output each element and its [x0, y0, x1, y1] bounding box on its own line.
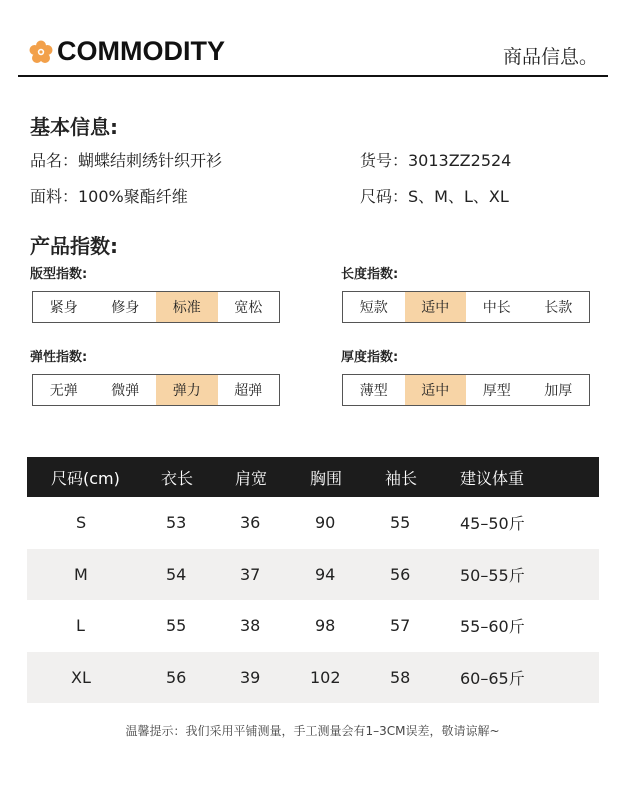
thickness-option: 薄型 [359, 383, 388, 399]
elasticity-option: 弹力 [156, 375, 218, 405]
fit-option: 标准 [156, 292, 218, 322]
value-cell: 90 [315, 513, 336, 533]
fit-option: 紧身 [49, 300, 78, 316]
logo [28, 36, 225, 67]
length-option: 适中 [405, 292, 467, 322]
value-cell: 55–60斤 [460, 617, 525, 637]
measurement-note: 温馨提示：我们采用平铺测量，手工测量会有1–3CM误差，敬请谅解~ [125, 724, 500, 738]
thickness-index-scale [342, 374, 590, 406]
elasticity-index-scale [32, 374, 280, 406]
value-cell: 39 [211, 652, 286, 704]
product-sizes: 尺码：S、M、L、XL [360, 187, 509, 206]
length-option: 长款 [544, 300, 573, 316]
value-cell: 54 [137, 549, 211, 601]
value-cell: 37 [211, 549, 286, 601]
value-cell: 38 [240, 616, 261, 636]
value-cell: 57 [390, 616, 411, 636]
header-cell: 肩宽 [211, 457, 286, 497]
header-cell: 尺码(cm) [27, 457, 137, 497]
product-name: 品名：蝴蝶结刺绣针织开衫 [30, 151, 223, 170]
size-table [27, 457, 599, 703]
value-cell: 56 [361, 549, 436, 601]
page-header [18, 35, 608, 77]
header-cell: 建议体重 [436, 457, 599, 497]
value-cell: 98 [315, 616, 336, 636]
length-index-label: 长度指数: [341, 267, 399, 282]
value-cell: 45–50斤 [460, 514, 525, 534]
fit-option: 修身 [111, 300, 140, 316]
table-row [27, 600, 599, 652]
value-cell: 94 [286, 549, 361, 601]
table-row [27, 549, 599, 601]
page-subtitle: 商品信息。 [502, 46, 598, 68]
basic-info-title: 基本信息: [30, 115, 118, 139]
product-sku: 货号：3013ZZ2524 [360, 151, 512, 170]
fit-index-scale [32, 291, 280, 323]
size-table-header [27, 457, 599, 497]
length-option: 中长 [482, 300, 511, 316]
elasticity-index-label: 弹性指数: [30, 350, 88, 365]
thickness-option: 厚型 [482, 383, 511, 399]
table-row [27, 497, 599, 549]
size-cell: M [27, 549, 137, 601]
elasticity-option: 无弹 [49, 383, 78, 399]
thickness-option: 适中 [405, 375, 467, 405]
value-cell: 36 [240, 513, 261, 533]
fit-option: 宽松 [234, 300, 263, 316]
table-row [27, 652, 599, 704]
header-cell: 袖长 [361, 457, 436, 497]
thickness-index-label: 厚度指数: [341, 350, 399, 365]
value-cell: 56 [137, 652, 211, 704]
product-material: 面料：100%聚酯纤维 [30, 187, 188, 206]
size-cell: S [76, 513, 87, 533]
size-cell: L [76, 616, 85, 636]
value-cell: 60–65斤 [436, 652, 599, 704]
value-cell: 102 [286, 652, 361, 704]
product-index-title: 产品指数: [30, 234, 118, 258]
length-option: 短款 [359, 300, 388, 316]
value-cell: 50–55斤 [436, 549, 599, 601]
elasticity-option: 超弹 [234, 383, 263, 399]
size-cell: XL [27, 652, 137, 704]
brand-name: COMMODITY [57, 36, 225, 66]
header-cell: 衣长 [137, 457, 211, 497]
fit-index-label: 版型指数: [30, 267, 88, 282]
value-cell: 55 [390, 513, 411, 533]
thickness-option: 加厚 [544, 383, 573, 399]
value-cell: 53 [166, 513, 187, 533]
flower-icon [28, 39, 54, 65]
value-cell: 55 [166, 616, 187, 636]
value-cell: 58 [361, 652, 436, 704]
length-index-scale [342, 291, 590, 323]
header-cell: 胸围 [286, 457, 361, 497]
elasticity-option: 微弹 [111, 383, 140, 399]
